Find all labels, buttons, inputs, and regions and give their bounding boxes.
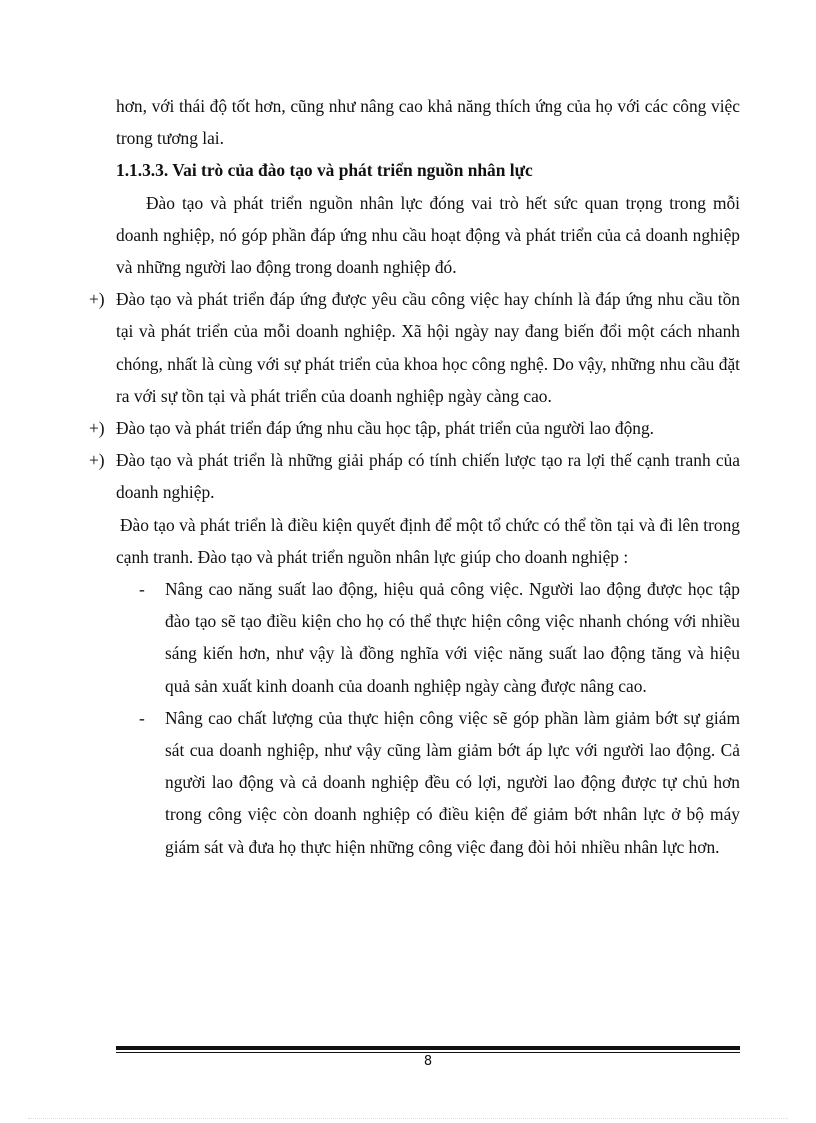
page-edge-divider — [28, 1118, 788, 1119]
plus-item-text: Đào tạo và phát triển đáp ứng nhu cầu học tập, phát triển của người lao động. — [116, 418, 655, 439]
paragraph-continuation: hơn, với thái độ tốt hơn, cũng như nâng cao khả năng thích ứng của họ với các công việc trong tương lai. — [116, 96, 740, 149]
dash-marker: - — [139, 707, 145, 728]
plus-marker: +) — [89, 418, 105, 439]
list-item — [116, 573, 740, 702]
paragraph-intro: Đào tạo và phát triển nguồn nhân lực đóng vai trò hết sức quan trọng trong mỗi doanh nghiệp, nó góp phần đáp ứng nhu cầu hoạt động và phát triển của cả doanh nghiệp và những người lao động trong doanh nghiệp đó. — [116, 192, 740, 278]
list-item-text: Nâng cao năng suất lao động, hiệu quả công việc. Người lao động được học tập đào tạo sẽ tạo điều kiện cho họ có thể thực hiện công việc nhanh chóng với nhiều sáng kiến hơn, như vậy là đồng nghĩa với việc năng suất lao động tăng và hiệu quả sản xuất kinh doanh của doanh nghiệp ngày càng được nâng cao. — [165, 579, 740, 696]
plus-item-text: Đào tạo và phát triển là những giải pháp có tính chiến lược tạo ra lợi thế cạnh tranh của doanh nghiệp. — [116, 450, 740, 503]
list-item-text: Nâng cao chất lượng của thực hiện công việc sẽ góp phần làm giảm bớt sự giám sát cua doanh nghiệp, như vậy cũng làm giảm bớt áp lực với người lao động. Cả người lao động và cả doanh nghiệp đều có lợi, người lao động được tự chủ hơn trong công việc còn doanh nghiệp có điều kiện để giảm bớt nhân lực ở bộ máy giám sát và đưa họ thực hiện những công việc đang đòi hỏi nhiều nhân lực hơn. — [165, 707, 740, 857]
footer-rule-thick — [116, 1046, 740, 1050]
footer-rule-thin — [116, 1052, 740, 1053]
section-heading: 1.1.3.3. Vai trò của đào tạo và phát triển nguồn nhân lực — [116, 160, 533, 181]
plus-item-3 — [89, 444, 740, 508]
plus-item-text: Đào tạo và phát triển đáp ứng được yêu cầu công việc hay chính là đáp ứng nhu cầu tồn tại và phát triển của mỗi doanh nghiệp. Xã hội ngày nay đang biến đổi một cách nhanh chóng, nhất là cùng với sự phát triển của khoa học công nghệ. Do vậy, những nhu cầu đặt ra với sự tồn tại và phát triển của doanh nghiệp ngày càng cao. — [116, 289, 740, 406]
plus-marker: +) — [89, 450, 105, 471]
page-number: 8 — [423, 1054, 433, 1069]
plus-item-1 — [89, 283, 740, 412]
document-body — [89, 90, 740, 863]
plus-item-2 — [89, 412, 740, 444]
dash-marker: - — [139, 579, 145, 600]
paragraph-benefits: Đào tạo và phát triển là điều kiện quyết định để một tổ chức có thể tồn tại và đi lên trong cạnh tranh. Đào tạo và phát triển nguồn nhân lực giúp cho doanh nghiệp : — [116, 514, 740, 567]
benefit-list — [116, 573, 740, 863]
list-item — [116, 702, 740, 863]
plus-marker: +) — [89, 289, 105, 310]
